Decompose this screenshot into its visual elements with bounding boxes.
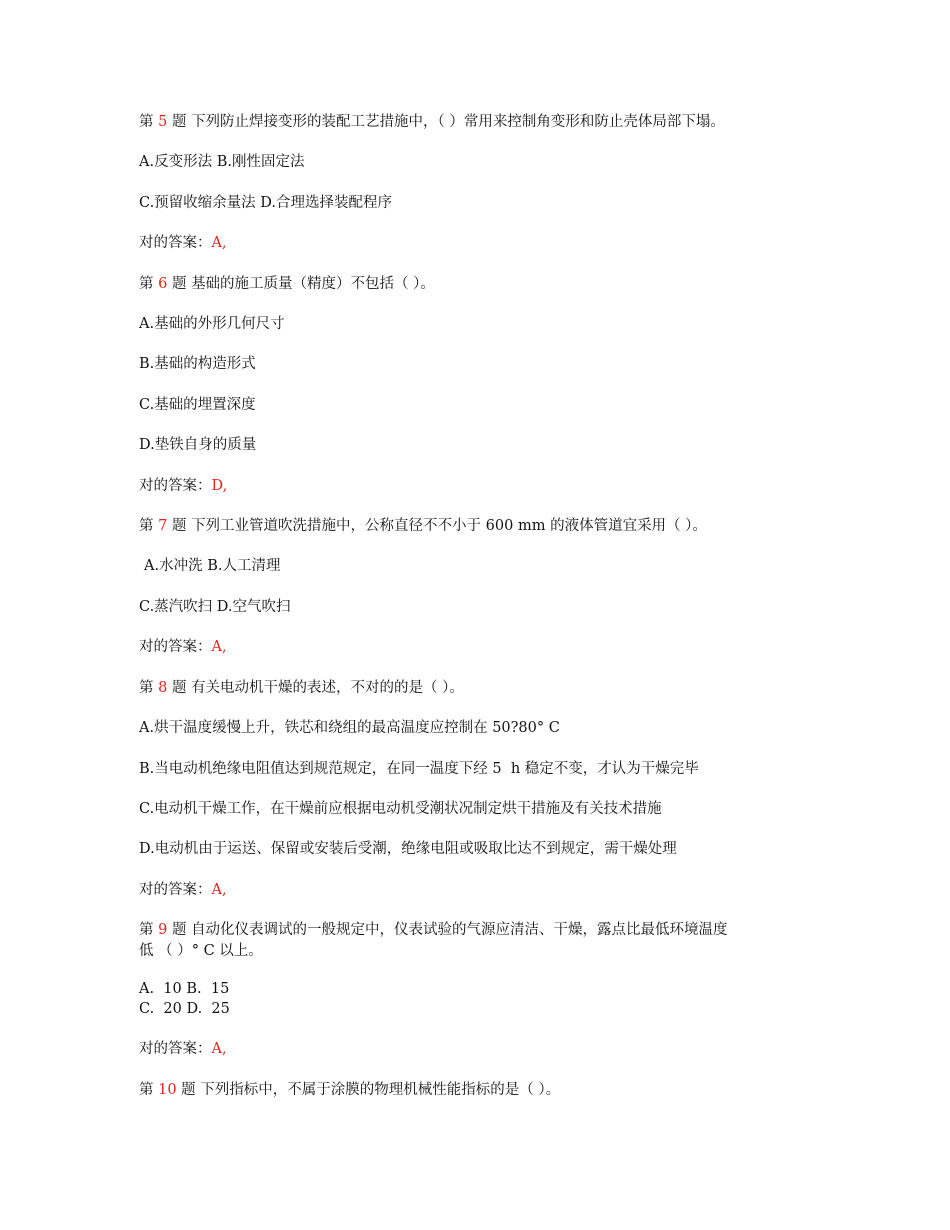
question-prefix: 第	[139, 1082, 159, 1098]
question-8-option-b: B.当电动机绝缘电阻值达到规范规定，在同一温度下经 5 h 稳定不变，才认为干燥完毕	[139, 761, 699, 777]
question-number: 9	[158, 922, 168, 938]
question-10-title	[139, 1080, 560, 1100]
question-9-title-continued: 低 （ ）° C 以上。	[139, 943, 263, 959]
question-suffix: 题	[167, 276, 192, 292]
answer-value: D,	[211, 478, 228, 494]
question-5-option-line-1: A.反变形法 B.刚性固定法	[139, 154, 305, 170]
question-9-title	[139, 920, 728, 940]
question-prefix: 第	[139, 276, 159, 292]
question-5-option-line-2: C.预留收缩余量法 D.合理选择装配程序	[139, 195, 393, 211]
question-text: 有关电动机干燥的表述，不对的的是（ ）。	[191, 680, 464, 696]
answer-value: A,	[211, 639, 227, 655]
question-7-answer	[139, 637, 227, 657]
question-9-option-line-1: A. 10 B. 15	[139, 981, 230, 997]
question-6-option-b: B.基础的构造形式	[139, 356, 256, 372]
question-number: 8	[158, 680, 168, 696]
question-suffix: 题	[167, 518, 192, 534]
question-5-title	[139, 112, 725, 132]
question-prefix: 第	[139, 518, 159, 534]
question-8-title	[139, 678, 464, 698]
question-7-title	[139, 516, 707, 536]
question-prefix: 第	[139, 922, 159, 938]
question-8-option-d: D.电动机由于运送、保留或安装后受潮，绝缘电阻或吸取比达不到规定，需干燥处理	[139, 841, 677, 857]
answer-value: A,	[211, 1041, 227, 1057]
question-text: 自动化仪表调试的一般规定中，仪表试验的气源应清洁、干燥，露点比最低环境温度	[191, 922, 728, 938]
question-6-answer	[139, 476, 227, 496]
question-9-option-line-2: C. 20 D. 25	[139, 1001, 230, 1017]
question-8-option-c: C.电动机干燥工作，在干燥前应根据电动机受潮状况制定烘干措施及有关技术措施	[139, 801, 662, 817]
question-6-title	[139, 274, 435, 294]
answer-label: 对的答案：	[139, 478, 212, 494]
question-text: 基础的施工质量（精度）不包括（ ）。	[191, 276, 435, 292]
question-number: 5	[158, 114, 168, 130]
question-text: 下列防止焊接变形的装配工艺措施中，（ ）常用来控制角变形和防止壳体局部下塌。	[191, 114, 725, 130]
question-prefix: 第	[139, 114, 159, 130]
question-6-option-d: D.垫铁自身的质量	[139, 437, 257, 453]
question-text: 下列工业管道吹洗措施中，公称直径不不小于 600 mm 的液体管道宜采用（ ）。	[191, 518, 707, 534]
question-8-answer	[139, 880, 227, 900]
question-7-option-line-2: C.蒸汽吹扫 D.空气吹扫	[139, 599, 291, 615]
question-9-answer	[139, 1039, 227, 1059]
question-8-option-a: A.烘干温度缓慢上升，铁芯和绕组的最高温度应控制在 50?80° C	[139, 720, 560, 736]
question-6-option-c: C.基础的埋置深度	[139, 397, 256, 413]
question-6-option-a: A.基础的外形几何尺寸	[139, 316, 285, 332]
question-suffix: 题	[167, 680, 192, 696]
answer-label: 对的答案：	[139, 235, 212, 251]
question-prefix: 第	[139, 680, 159, 696]
question-suffix: 题	[176, 1082, 201, 1098]
answer-value: A,	[211, 235, 227, 251]
answer-value: A,	[211, 882, 227, 898]
answer-label: 对的答案：	[139, 882, 212, 898]
answer-label: 对的答案：	[139, 639, 212, 655]
question-suffix: 题	[167, 922, 192, 938]
question-suffix: 题	[167, 114, 192, 130]
question-number: 10	[158, 1082, 177, 1098]
question-number: 7	[158, 518, 168, 534]
question-number: 6	[158, 276, 168, 292]
question-text: 下列指标中，不属于涂膜的物理机械性能指标的是（ ）。	[200, 1082, 561, 1098]
question-5-answer	[139, 233, 227, 253]
answer-label: 对的答案：	[139, 1041, 212, 1057]
question-7-option-line-1: A.水冲洗 B.人工清理	[144, 558, 281, 574]
